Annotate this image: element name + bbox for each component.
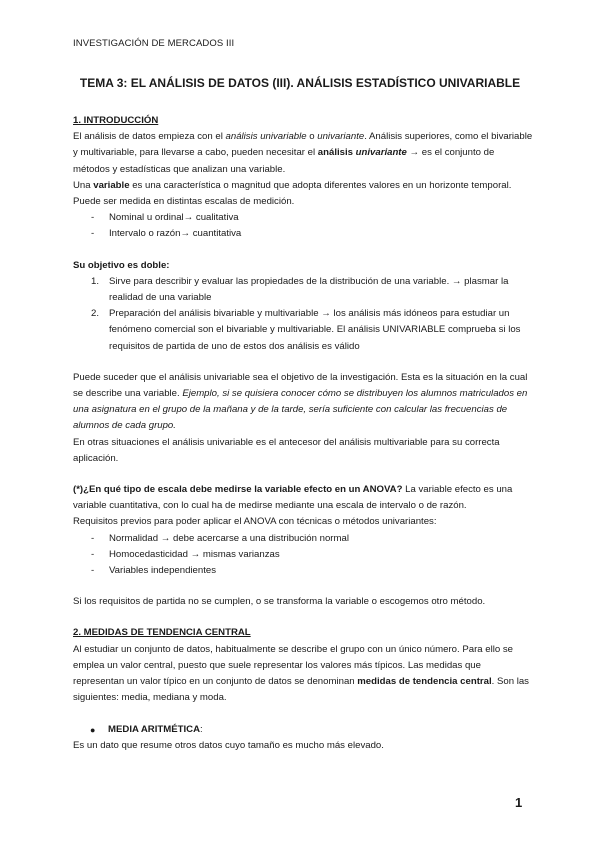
section-heading-introduccion: 1. INTRODUCCIÓN bbox=[73, 115, 159, 126]
text-bold: (*)¿En qué tipo de escala debe medirse la variable efecto en un ANOVA? bbox=[73, 484, 403, 496]
requirement-list bbox=[73, 531, 533, 580]
section-heading-tendencia-central: 2. MEDIDAS DE TENDENCIA CENTRAL bbox=[73, 627, 251, 639]
paragraph-requisitos: Requisitos previos para poder aplicar el ANOVA con técnicas o métodos univariantes: bbox=[73, 516, 437, 528]
bullet-suffix: : bbox=[200, 723, 203, 735]
list-marker: 2. bbox=[91, 308, 100, 320]
paragraph-intro bbox=[73, 129, 533, 178]
text: o bbox=[306, 131, 318, 143]
spacer bbox=[73, 707, 533, 722]
text: El análisis de datos empieza con el bbox=[73, 131, 226, 143]
page-number: 1 bbox=[515, 795, 523, 810]
text: Puede suceder que el análisis univariable sea el objetivo de la investigación. Esta es la situación en la cual se describe una variable. bbox=[73, 371, 528, 400]
text: La variable efecto es una variable cuantitativa, con lo cual ha de medirse mediante una escala de intervalo o de razón. bbox=[73, 484, 513, 512]
list-item-text: Nominal u ordinal→ cualitativa bbox=[109, 212, 239, 224]
list-item bbox=[73, 547, 533, 563]
text-bold: medidas de tendencia central bbox=[357, 676, 492, 688]
page-header: INVESTIGACIÓN DE MERCADOS III bbox=[73, 38, 235, 49]
spacer bbox=[73, 355, 533, 370]
list-marker: - bbox=[91, 212, 95, 224]
paragraph-variable bbox=[73, 178, 533, 210]
paragraph-antecesor: En otras situaciones el análisis univariable es el antecesor del análisis multivariable para su correcta aplicación. bbox=[73, 436, 500, 464]
text-italic: Ejemplo, si se quisiera conocer cómo se distribuyen los alumnos matriculados en una asignatura en el grupo de la mañana y de la tarde, sería suficiente con calcular las frecuencias de alumnos de cada grupo. bbox=[73, 388, 528, 432]
page-title: TEMA 3: EL ANÁLISIS DE DATOS (III). ANÁLISIS ESTADÍSTICO UNIVARIABLE bbox=[79, 76, 521, 90]
text-bold: análisis bbox=[317, 147, 356, 159]
text: Una bbox=[73, 179, 94, 191]
list-item bbox=[73, 274, 533, 306]
paragraph-requisitos-fallo: Si los requisitos de partida no se cumplen, o se transforma la variable o escogemos otro método. bbox=[73, 596, 486, 608]
text: Al estudiar un conjunto de datos, habitualmente se describe el grupo con un único número. Para ello se emplea un valor central, puesto que suele representar los valores más típicos. Las medidas que representan un valor típico en un conjunto de datos se denominan bbox=[73, 643, 513, 688]
list-item-text: Homocedasticidad → mismas varianzas bbox=[109, 548, 280, 560]
text: es una característica o magnitud que adopta diferentes valores en un horizonte temporal. Puede ser medida en distintas escalas de medición. bbox=[73, 179, 512, 208]
list-item bbox=[73, 226, 533, 242]
list-item-text: Sirve para describir y evaluar las propiedades de la distribución de una variable. → plasmar la realidad de una variable bbox=[109, 275, 509, 304]
list-marker: 1. bbox=[91, 275, 100, 287]
bullet-label: MEDIA ARITMÉTICA bbox=[108, 723, 201, 735]
text-bold-italic: univariante bbox=[355, 147, 407, 159]
list-item-text: Normalidad → debe acercarse a una distribución normal bbox=[109, 532, 349, 544]
spacer bbox=[73, 467, 533, 482]
paragraph-example bbox=[73, 370, 533, 435]
spacer bbox=[73, 610, 533, 625]
spacer bbox=[73, 579, 533, 594]
list-item bbox=[73, 306, 533, 355]
list-item-text: Variables independientes bbox=[109, 565, 217, 577]
paragraph-anova bbox=[73, 482, 533, 514]
list-item-text: Intervalo o razón→ cuantitativa bbox=[109, 228, 242, 240]
text: . Análisis superiores, como el bivariable y multivariable, para llevarse a cabo, pueden necesitar el bbox=[73, 131, 533, 159]
list-marker: - bbox=[91, 565, 95, 577]
list-item bbox=[73, 563, 533, 579]
text: . Son las siguientes: media, mediana y moda. bbox=[73, 676, 529, 704]
list-item-text: Preparación del análisis bivariable y multivariable → los análisis más idóneos para estudiar un fenómeno comercial son el bivariable y multivariable. El análisis UNIVARIABLE comprueba si los requisitos de partida de uno de estos dos análisis es válido bbox=[109, 308, 521, 352]
paragraph-media: Es un dato que resume otros datos cuyo tamaño es mucho más elevado. bbox=[73, 739, 384, 751]
list-item bbox=[73, 210, 533, 226]
list-marker: - bbox=[91, 228, 95, 240]
bullet-media-aritmetica bbox=[73, 722, 533, 738]
scale-list bbox=[73, 210, 533, 242]
list-item bbox=[73, 531, 533, 547]
document-body bbox=[73, 113, 533, 754]
list-marker: - bbox=[91, 532, 95, 544]
list-marker: - bbox=[91, 548, 95, 560]
bullet-icon: ● bbox=[90, 724, 96, 735]
text: → es el conjunto de métodos y estadísticas que analizan una variable. bbox=[73, 147, 495, 175]
objective-heading: Su objetivo es doble: bbox=[73, 259, 170, 271]
text-italic: análisis univariable bbox=[225, 131, 307, 143]
spacer bbox=[73, 243, 533, 258]
paragraph-tendencia-central bbox=[73, 642, 533, 707]
text-italic: univariante bbox=[317, 131, 365, 143]
text-bold: variable bbox=[93, 179, 130, 191]
objective-list bbox=[73, 274, 533, 355]
